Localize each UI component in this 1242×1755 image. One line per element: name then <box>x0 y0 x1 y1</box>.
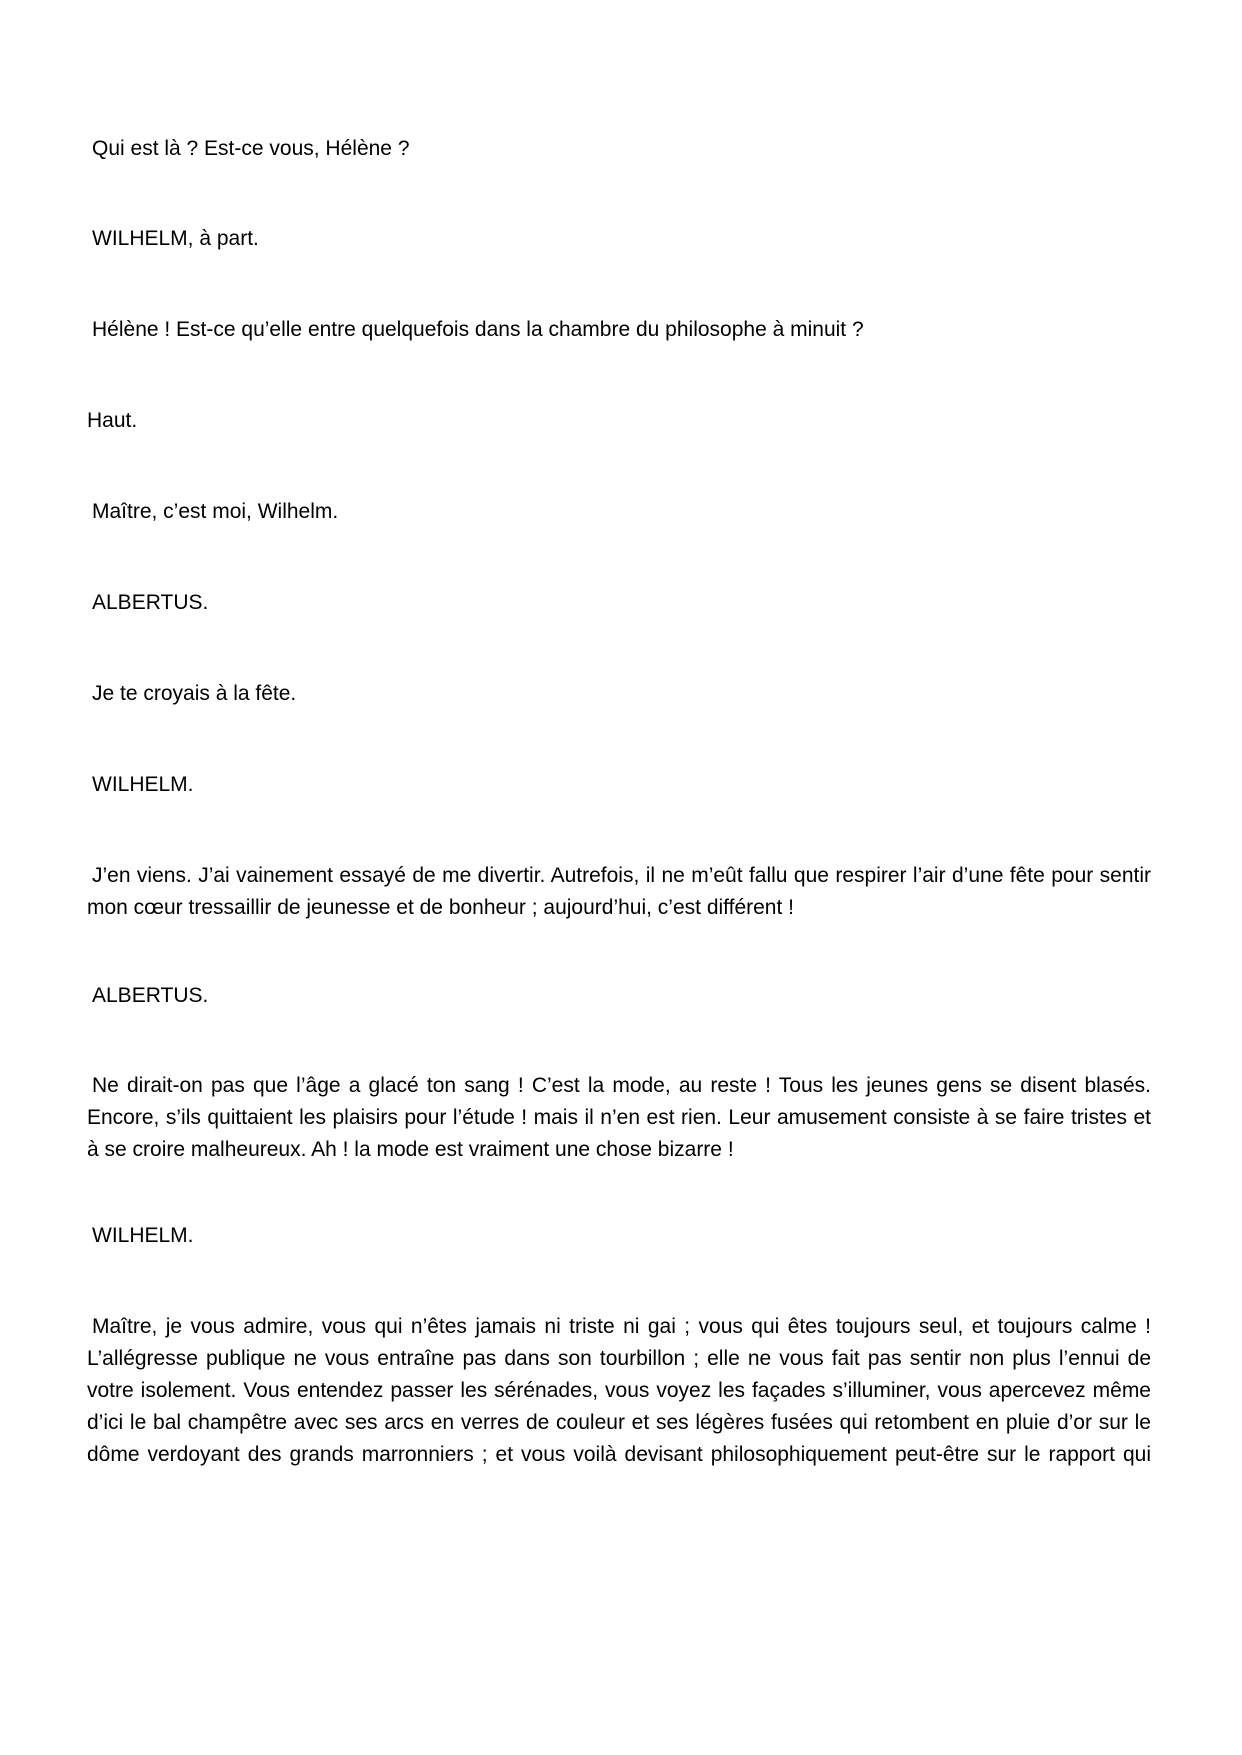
paragraph-line: d’ici le bal champêtre avec ses arcs en verres de couleur et ses légères fusées qui retombent en pluie d’or sur le <box>87 1411 1151 1434</box>
speaker-name: WILHELM. <box>92 773 194 796</box>
dialogue-paragraph <box>87 1311 1151 1471</box>
paragraph-line: mon cœur tressaillir de jeunesse et de bonheur ; aujourd’hui, c’est différent ! <box>87 896 794 919</box>
paragraph-line: Encore, s’ils quittaient les plaisirs pour l’étude ! mais il n’en est rien. Leur amusement consiste à se faire tristes et <box>87 1106 1151 1129</box>
paragraph-line: dôme verdoyant des grands marronniers ; et vous voilà devisant philosophiquement peut-être sur le rapport qui <box>87 1443 1151 1466</box>
speaker-name: ALBERTUS. <box>92 591 209 614</box>
dialogue-line: Hélène ! Est-ce qu’elle entre quelquefois dans la chambre du philosophe à minuit ? <box>92 318 864 341</box>
paragraph-line: à se croire malheureux. Ah ! la mode est vraiment une chose bizarre ! <box>87 1138 734 1161</box>
dialogue-line: Qui est là ? Est-ce vous, Hélène ? <box>92 137 410 160</box>
paragraph-line: Ne dirait-on pas que l’âge a glacé ton sang ! C’est la mode, au reste ! Tous les jeunes gens se disent blasés. <box>92 1074 1151 1097</box>
dialogue-paragraph <box>87 860 1151 924</box>
speaker-name: WILHELM. <box>92 1224 194 1247</box>
dialogue-line: Maître, c’est moi, Wilhelm. <box>92 500 339 523</box>
paragraph-line: Maître, je vous admire, vous qui n’êtes jamais ni triste ni gai ; vous qui êtes toujours seul, et toujours calme ! <box>92 1315 1151 1338</box>
paragraph-line: votre isolement. Vous entendez passer les sérénades, vous voyez les façades s’illuminer, vous apercevez même <box>87 1379 1151 1402</box>
speaker-direction: WILHELM, à part. <box>92 227 259 250</box>
stage-direction: Haut. <box>87 409 138 432</box>
speaker-name: ALBERTUS. <box>92 984 209 1007</box>
paragraph-line: L’allégresse publique ne vous entraîne pas dans son tourbillon ; elle ne vous fait pas sentir non plus l’ennui de <box>87 1347 1151 1370</box>
dialogue-line: Je te croyais à la fête. <box>92 682 297 705</box>
dialogue-paragraph <box>87 1070 1151 1166</box>
paragraph-line: J’en viens. J’ai vainement essayé de me divertir. Autrefois, il ne m’eût fallu que respirer l’air d’une fête pour sentir <box>92 864 1151 887</box>
